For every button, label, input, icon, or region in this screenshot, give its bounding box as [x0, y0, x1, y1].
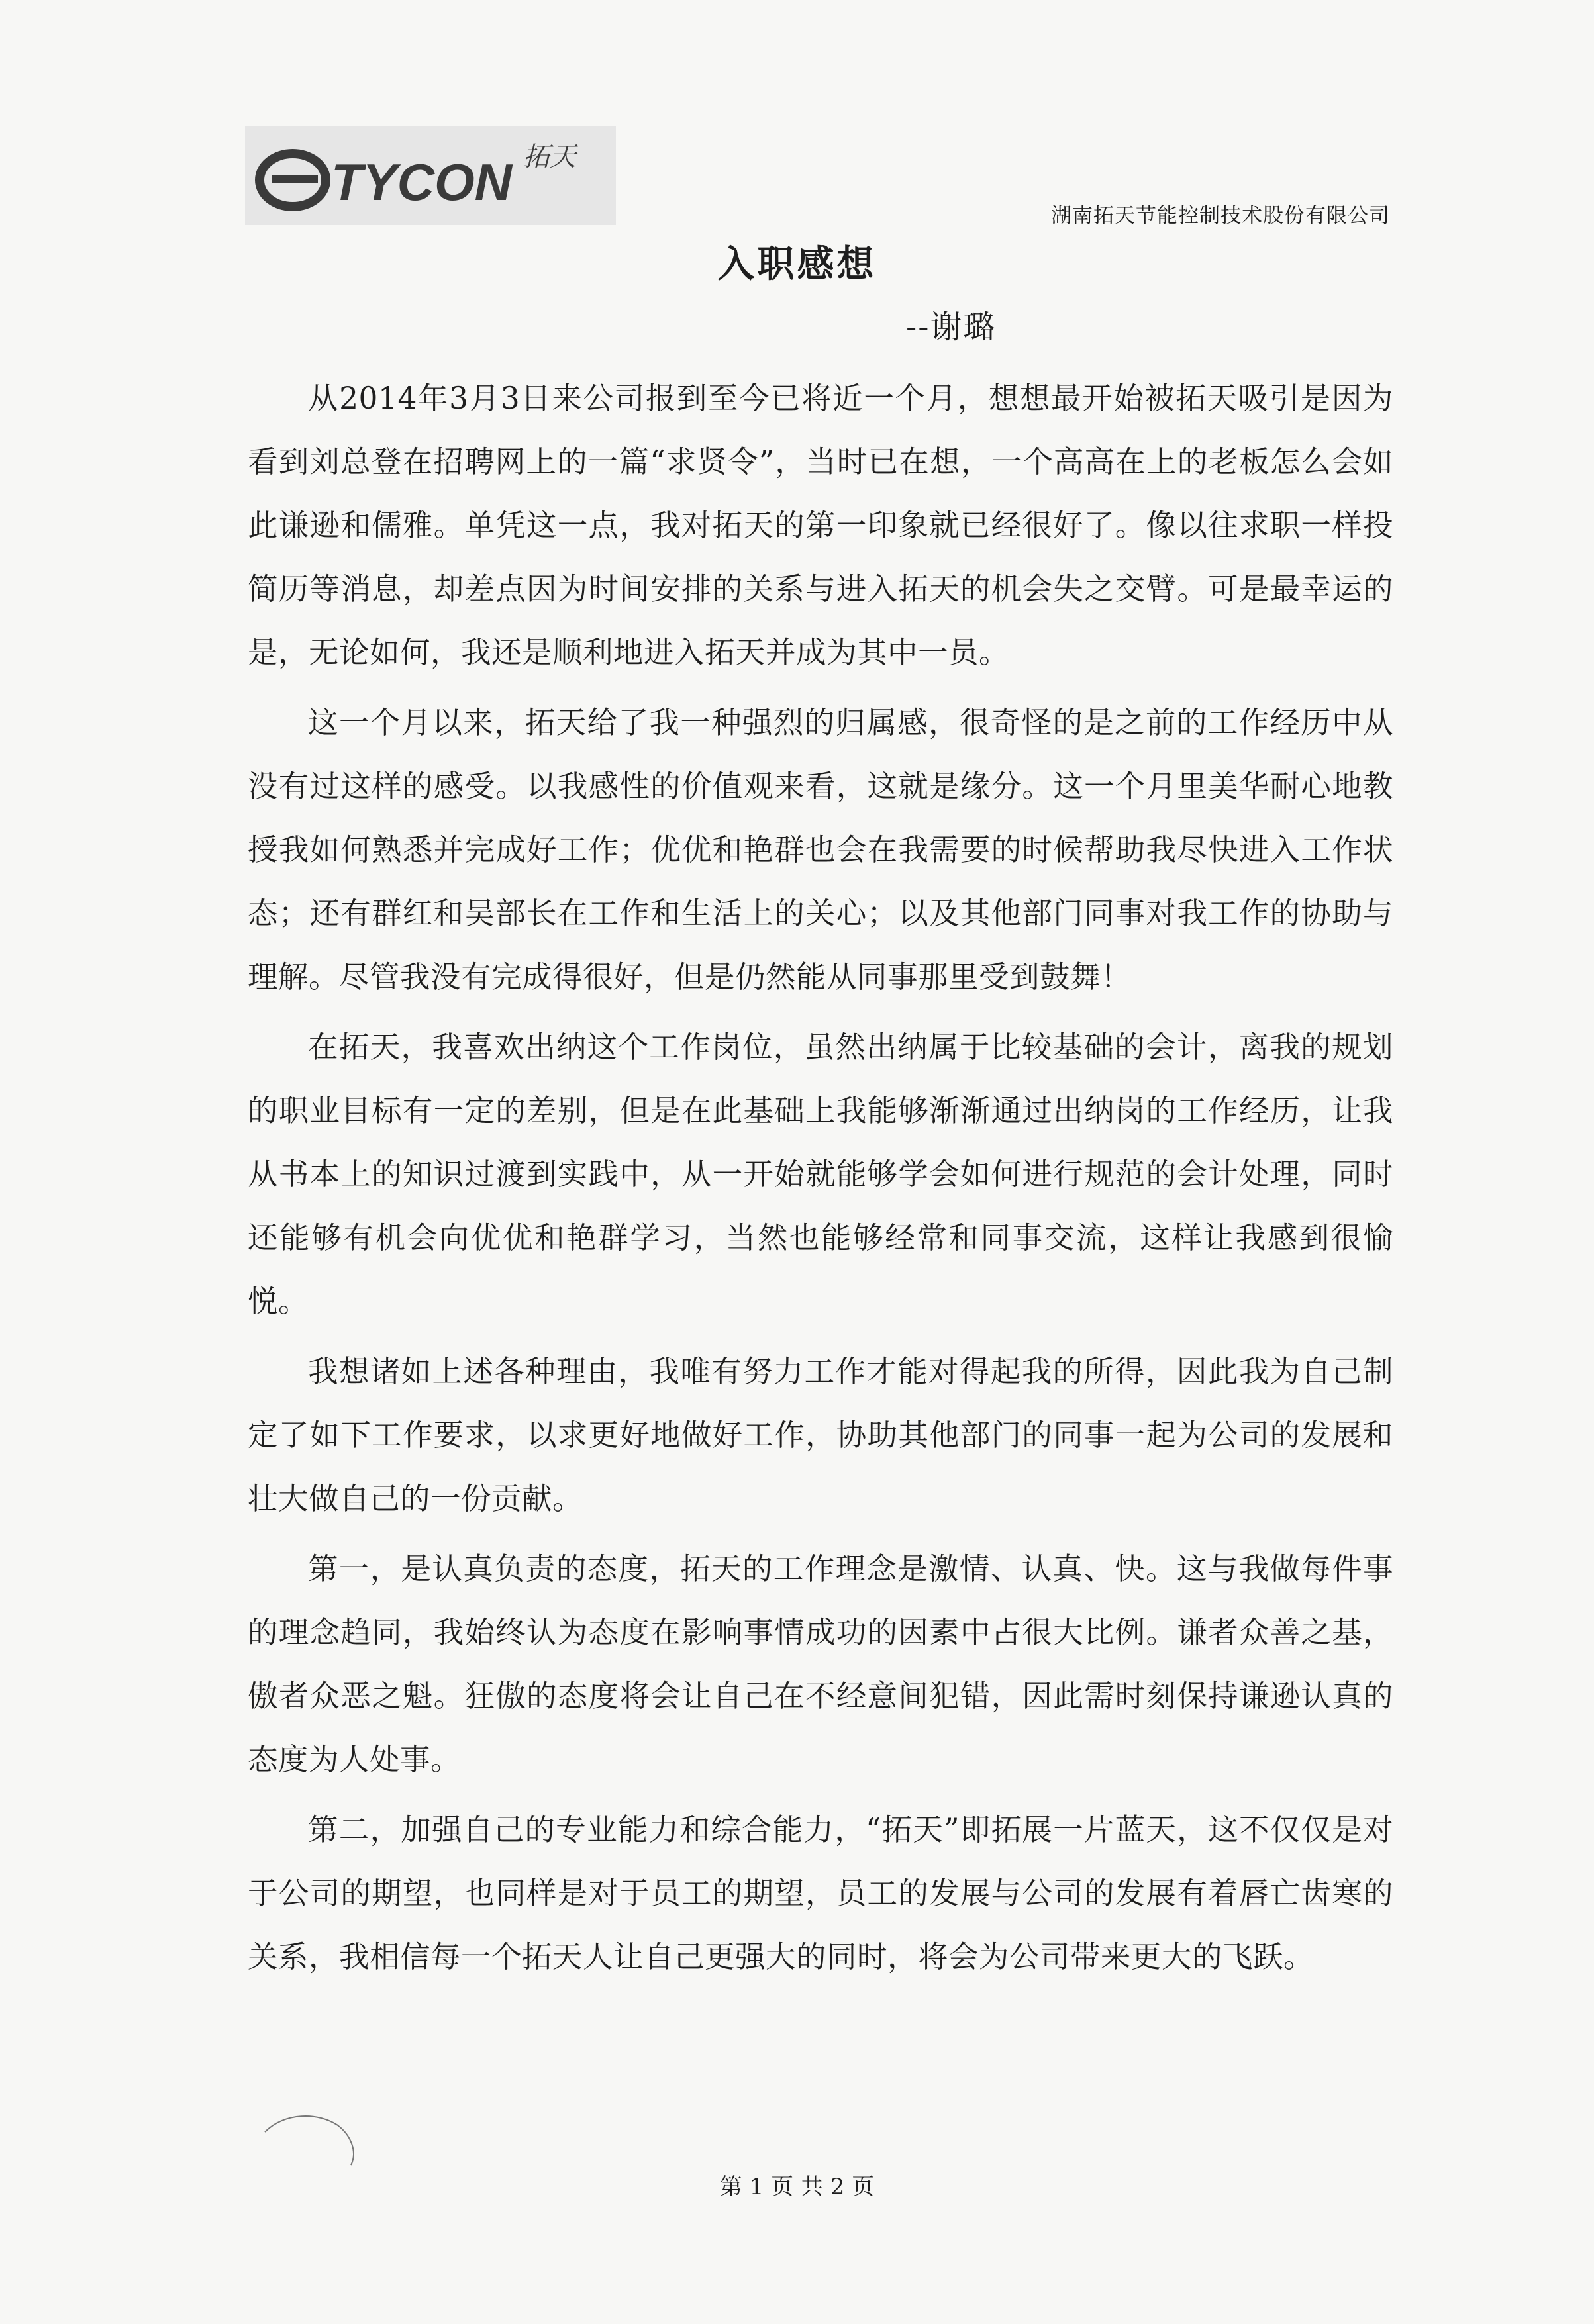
company-logo: [245, 126, 616, 225]
paragraph: 在拓天，我喜欢出纳这个工作岗位，虽然出纳属于比较基础的会计，离我的规划的职业目标有一定的差别，但是在此基础上我能够渐渐通过出纳岗的工作经历，让我从书本上的知识过渡到实践中，从一开始就能够学会如何进行规范的会计处理，同时还能够有机会向优优和艳群学习，当然也能够经常和同事交流，这样让我感到很愉悦。: [248, 1030, 1393, 1319]
paragraph: 我想诸如上述各种理由，我唯有努力工作才能对得起我的所得，因此我为自己制定了如下工作要求，以求更好地做好工作，协助其他部门的同事一起为公司的发展和壮大做自己的一份贡献。: [248, 1354, 1393, 1516]
paragraph: 第一，是认真负责的态度，拓天的工作理念是激情、认真、快。这与我做每件事的理念趋同，我始终认为态度在影响事情成功的因素中占很大比例。谦者众善之基，傲者众恶之魁。狂傲的态度将会让自己在不经意间犯错，因此需时刻保持谦逊认真的态度为人处事。: [248, 1551, 1393, 1777]
document-title: 入职感想: [717, 242, 877, 286]
paragraph: 第二，加强自己的专业能力和综合能力，“拓天”即拓展一片蓝天，这不仅仅是对于公司的期望，也同样是对于员工的期望，员工的发展与公司的发展有着唇亡齿寒的关系，我相信每一个拓天人让自己更强大的同时，将会为公司带来更大的飞跃。: [248, 1812, 1393, 1974]
paragraph: 从2014年3月3日来公司报到至今已将近一个月，想想最开始被拓天吸引是因为看到刘总登在招聘网上的一篇“求贤令”，当时已在想，一个高高在上的老板怎么会如此谦逊和儒雅。单凭这一点，我对拓天的第一印象就已经很好了。像以往求职一样投简历等消息，却差点因为时间安排的关系与进入拓天的机会失之交臂。可是最幸运的是，无论如何，我还是顺利地进入拓天并成为其中一员。: [248, 381, 1393, 670]
document-body: [248, 367, 1393, 1996]
logo-wordmark: TYCON: [331, 153, 512, 211]
paragraph: 这一个月以来，拓天给了我一种强烈的归属感，很奇怪的是之前的工作经历中从没有过这样的感受。以我感性的价值观来看，这就是缘分。这一个月里美华耐心地教授我如何熟悉并完成好工作；优优和艳群也会在我需要的时候帮助我尽快进入工作状态；还有群红和吴部长在工作和生活上的关心；以及其他部门同事对我工作的协助与理解。尽管我没有完成得很好，但是仍然能从同事那里受到鼓舞！: [248, 705, 1393, 994]
logo-chinese-mark: 拓天: [523, 142, 576, 172]
company-name: 湖南拓天节能控制技术股份有限公司: [1051, 204, 1390, 228]
page-number: 第 1 页 共 2 页: [719, 2174, 875, 2200]
document-author: --谢璐: [906, 309, 997, 346]
tycon-logo-icon: [245, 126, 616, 225]
